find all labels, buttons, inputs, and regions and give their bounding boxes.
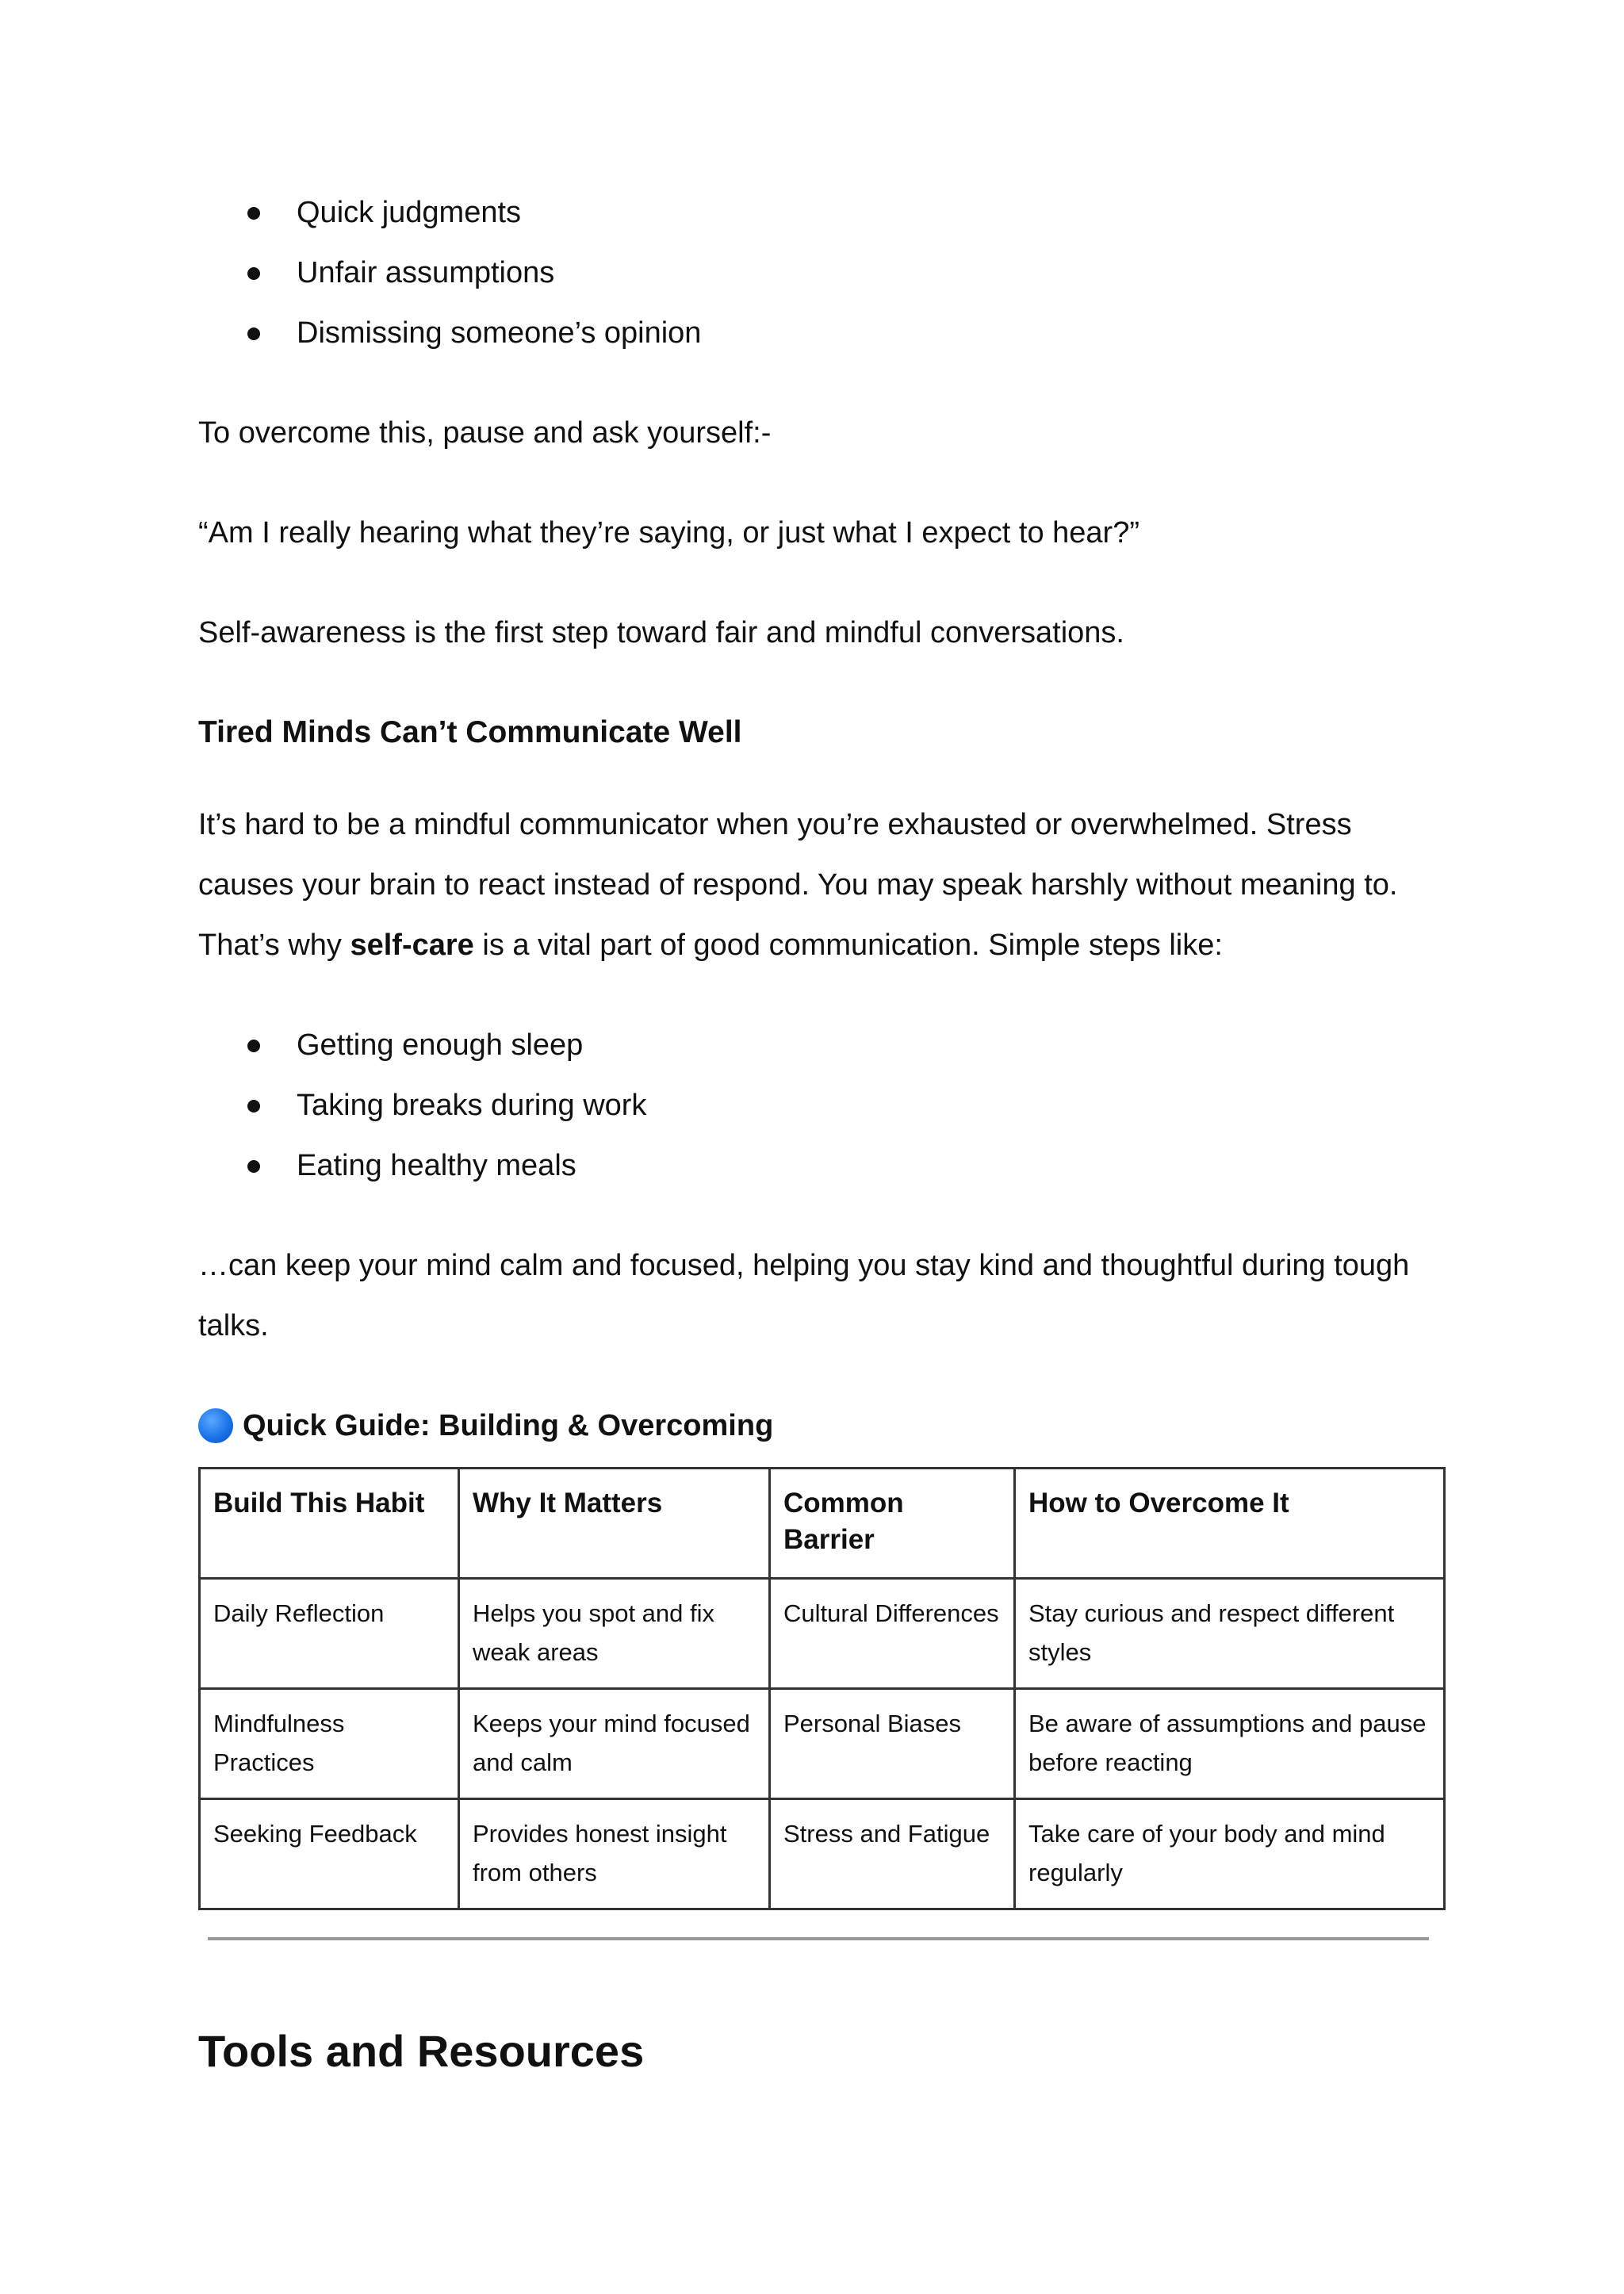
paragraph-closing: …can keep your mind calm and focused, helping you stay kind and thoughtful during tough talks. [198,1249,1410,1342]
quick-guide-table [198,1467,1446,1910]
table-cell: Daily Reflection [200,1579,459,1689]
document-page [198,182,1443,2083]
table-row [200,1689,1445,1799]
bullet-list-self-care [198,1015,1443,1196]
paragraph-tired-minds: It’s hard to be a mindful communicator when you’re exhausted or overwhelmed. Stress causes your brain to react instead of respond. You may speak harshly without meaning to. That’s why self-care is a vital part of good communication. Simple steps like: [198,808,1398,962]
table-row [200,1579,1445,1689]
list-item: Dismissing someone’s opinion [247,303,1443,363]
bullet-icon [247,1100,260,1113]
section-heading-tools: Tools and Resources [198,2026,645,2076]
table-cell: Helps you spot and fix weak areas [459,1579,770,1689]
table-header-cell: Why It Matters [459,1469,770,1579]
list-item: Unfair assumptions [247,243,1443,303]
bold-self-care: self-care [350,929,474,962]
table-header-cell: How to Overcome It [1015,1469,1445,1579]
table-cell: Stay curious and respect different styles [1015,1579,1445,1689]
table-cell: Provides honest insight from others [459,1799,770,1909]
paragraph-overcome: To overcome this, pause and ask yourself:- [198,416,772,450]
section-heading-tired-minds: Tired Minds Can’t Communicate Well [198,715,742,749]
bullet-icon [247,267,260,280]
table-cell: Cultural Differences [770,1579,1015,1689]
table-cell: Personal Biases [770,1689,1015,1799]
table-header-row [200,1469,1445,1579]
paragraph-quote: “Am I really hearing what they’re saying, or just what I expect to hear?” [198,516,1139,550]
table-cell: Take care of your body and mind regularly [1015,1799,1445,1909]
bullet-list-judgments [198,182,1443,363]
blue-circle-icon [198,1408,233,1443]
bullet-icon [247,1160,260,1173]
horizontal-divider [208,1937,1429,1940]
guide-title: Quick Guide: Building & Overcoming [198,1396,1443,1456]
table-cell: Be aware of assumptions and pause before reacting [1015,1689,1445,1799]
list-item: Eating healthy meals [247,1136,1443,1196]
table-cell: Stress and Fatigue [770,1799,1015,1909]
table-cell: Seeking Feedback [200,1799,459,1909]
table-row [200,1799,1445,1909]
bullet-icon [247,327,260,340]
table-cell: Keeps your mind focused and calm [459,1689,770,1799]
table-header-cell: Common Barrier [770,1469,1015,1579]
table-header-cell: Build This Habit [200,1469,459,1579]
list-item: Taking breaks during work [247,1075,1443,1136]
list-item: Quick judgments [247,182,1443,243]
paragraph-self-awareness: Self-awareness is the first step toward fair and mindful conversations. [198,616,1124,649]
bullet-icon [247,207,260,220]
list-item: Getting enough sleep [247,1015,1443,1075]
table-cell: Mindfulness Practices [200,1689,459,1799]
bullet-icon [247,1040,260,1052]
